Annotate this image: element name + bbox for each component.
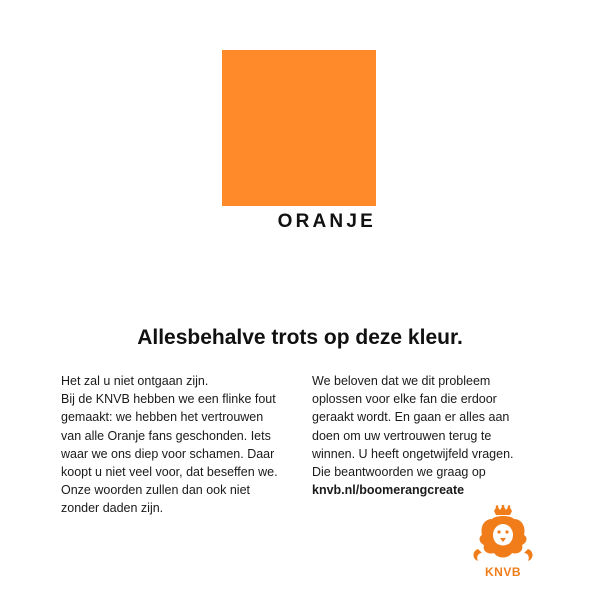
body-line: waar we ons diep voor schamen. Daar [61, 446, 275, 461]
left-text-column [61, 372, 301, 518]
body-line: Onze woorden zullen dan ook niet [61, 483, 251, 498]
body-line: winnen. U heeft ongetwijfeld vragen. [312, 446, 514, 461]
orange-color-swatch [222, 50, 376, 206]
logo-wordmark: KNVB [484, 565, 521, 579]
body-line: koopt u niet veel voor, dat beseffen we. [61, 465, 278, 480]
body-line: Bij de KNVB hebben we een flinke fout [61, 392, 276, 407]
body-line: Die beantwoorden we graag op [312, 465, 486, 480]
body-line: We beloven dat we dit probleem [312, 374, 491, 388]
body-line: doen om uw vertrouwen terug te [312, 428, 492, 443]
website-url: knvb.nl/boomerangcreate [312, 483, 465, 498]
body-line: geraakt wordt. En gaan er alles aan [312, 410, 510, 425]
body-line: gemaakt: we hebben het vertrouwen [61, 410, 264, 425]
knvb-logo [470, 505, 536, 583]
swatch-label: ORANJE [277, 211, 376, 232]
body-line: Het zal u niet ontgaan zijn. [61, 374, 209, 388]
body-line: oplossen voor elke fan die erdoor [312, 392, 497, 407]
right-text-column [312, 372, 552, 499]
body-line: zonder daden zijn. [61, 501, 164, 516]
body-line: van alle Oranje fans geschonden. Iets [61, 428, 271, 443]
headline: Allesbehalve trots op deze kleur. [137, 326, 463, 349]
lion-icon [470, 505, 536, 565]
